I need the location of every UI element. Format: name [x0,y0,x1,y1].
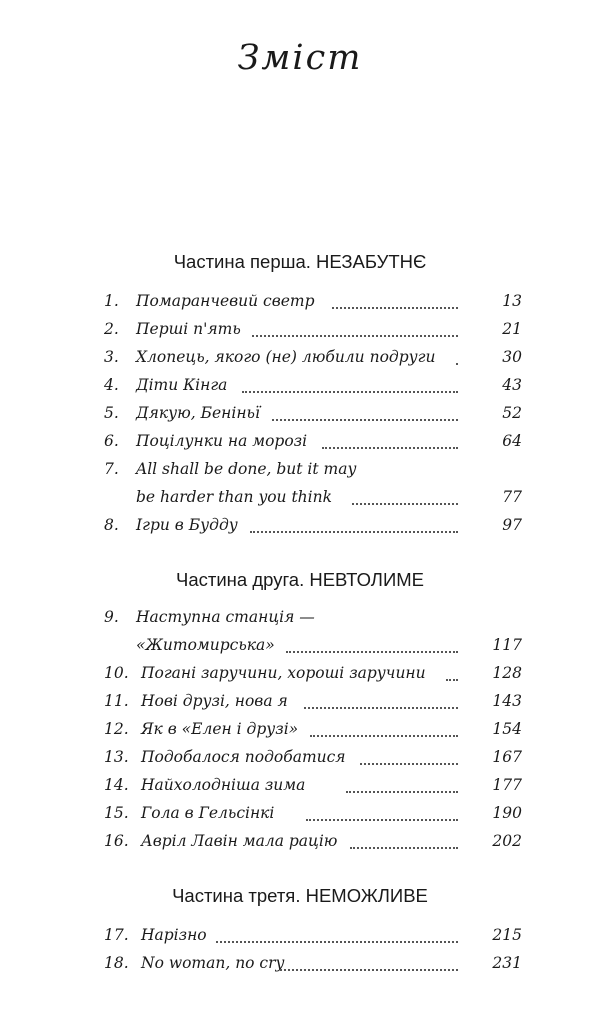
chapter-title: Нові друзі, нова я [141,692,288,710]
chapter-number: 11. [104,692,129,710]
chapter-number: 7. [104,460,119,478]
page-number: 64 [502,432,522,450]
page-number: 167 [492,748,522,766]
dot-leader [252,329,458,337]
page-number: 231 [492,954,522,972]
chapter-number: 13. [104,748,129,766]
dot-leader [346,785,458,793]
dot-leader [250,525,458,533]
dot-leader [446,673,458,681]
toc-entry-7[interactable] [104,460,522,516]
chapter-title: Авріл Лавін мала рацію [141,832,338,850]
chapter-title: Ігри в Будду [136,516,238,534]
chapter-title: All shall be done, but it may [136,460,357,478]
chapter-number: 15. [104,804,129,822]
page-number: 128 [492,664,522,682]
page-number: 97 [502,516,522,534]
chapter-title: Як в «Елен і друзі» [141,720,299,738]
chapter-title: Подобалося подобатися [141,748,346,766]
toc-entry-12[interactable] [104,720,522,748]
chapter-title: Дякую, Беніньї [136,404,260,422]
chapter-number: 17. [104,926,129,944]
toc-entry-14[interactable] [104,776,522,804]
toc-entry-15[interactable] [104,804,522,832]
page-number: 154 [492,720,522,738]
chapter-title: Погані заручини, хороші заручини [141,664,426,682]
chapter-title: No woman, no cry [141,954,285,972]
toc-entry-16[interactable] [104,832,522,860]
chapter-number: 14. [104,776,129,794]
toc-entry-9[interactable] [104,608,522,664]
page-number: 202 [492,832,522,850]
part-heading-3: Частина третя. НЕМОЖЛИВЕ [172,885,428,906]
chapter-title: Найхолодніша зима [141,776,306,794]
page-number: 30 [502,348,522,366]
page-title: Зміст [237,38,363,78]
toc-entry-1[interactable] [104,292,522,320]
toc-entry-10[interactable] [104,664,522,692]
chapter-number: 12. [104,720,129,738]
dot-leader [306,813,458,821]
chapter-title: Помаранчевий светр [136,292,315,310]
toc-entry-13[interactable] [104,748,522,776]
chapter-number: 9. [104,608,119,626]
page-number: 21 [502,320,522,338]
page-number: 190 [492,804,522,822]
page-number: 143 [492,692,522,710]
toc-entry-2[interactable] [104,320,522,348]
toc-entry-6[interactable] [104,432,522,460]
dot-leader [322,441,458,449]
page-number: 215 [492,926,522,944]
dot-leader [280,963,458,971]
toc-entry-17[interactable] [104,926,522,954]
dot-leader [242,385,458,393]
page-number: 52 [502,404,522,422]
chapter-title-continued: «Житомирська» [136,636,275,654]
toc-entry-5[interactable] [104,404,522,432]
dot-leader [286,645,458,653]
dot-leader [310,729,458,737]
chapter-title: Діти Кінга [136,376,228,394]
dot-leader [332,301,458,309]
toc-entry-3[interactable] [104,348,522,376]
toc-entry-4[interactable] [104,376,522,404]
chapter-number: 6. [104,432,119,450]
dot-leader [456,357,458,365]
chapter-title: Гола в Гельсінкі [141,804,275,822]
dot-leader [272,413,458,421]
chapter-title: Хлопець, якого (не) любили подруги [136,348,436,366]
chapter-title-continued: be harder than you think [136,488,332,506]
chapter-title: Перші п'ять [136,320,241,338]
toc-entry-18[interactable] [104,954,522,982]
toc-entry-8[interactable] [104,516,522,544]
chapter-number: 1. [104,292,119,310]
chapter-title: Наступна станція — [136,608,315,626]
chapter-number: 2. [104,320,119,338]
chapter-title: Нарізно [141,926,207,944]
part-heading-1: Частина перша. НЕЗАБУТНЄ [173,251,427,272]
dot-leader [360,757,458,765]
chapter-number: 5. [104,404,119,422]
chapter-number: 8. [104,516,119,534]
page-number: 13 [502,292,522,310]
dot-leader [216,935,458,943]
dot-leader [350,841,458,849]
chapter-title: Поцілунки на морозі [136,432,308,450]
dot-leader [352,497,458,505]
chapter-number: 16. [104,832,129,850]
chapter-number: 4. [104,376,119,394]
toc-entry-11[interactable] [104,692,522,720]
part-heading-2: Частина друга. НЕВТОЛИМЕ [176,569,424,590]
chapter-number: 3. [104,348,119,366]
chapter-number: 10. [104,664,129,682]
page-number: 43 [502,376,522,394]
dot-leader [304,701,458,709]
page-number: 117 [492,636,522,654]
chapter-number: 18. [104,954,129,972]
page-number: 77 [502,488,522,506]
page-number: 177 [492,776,522,794]
